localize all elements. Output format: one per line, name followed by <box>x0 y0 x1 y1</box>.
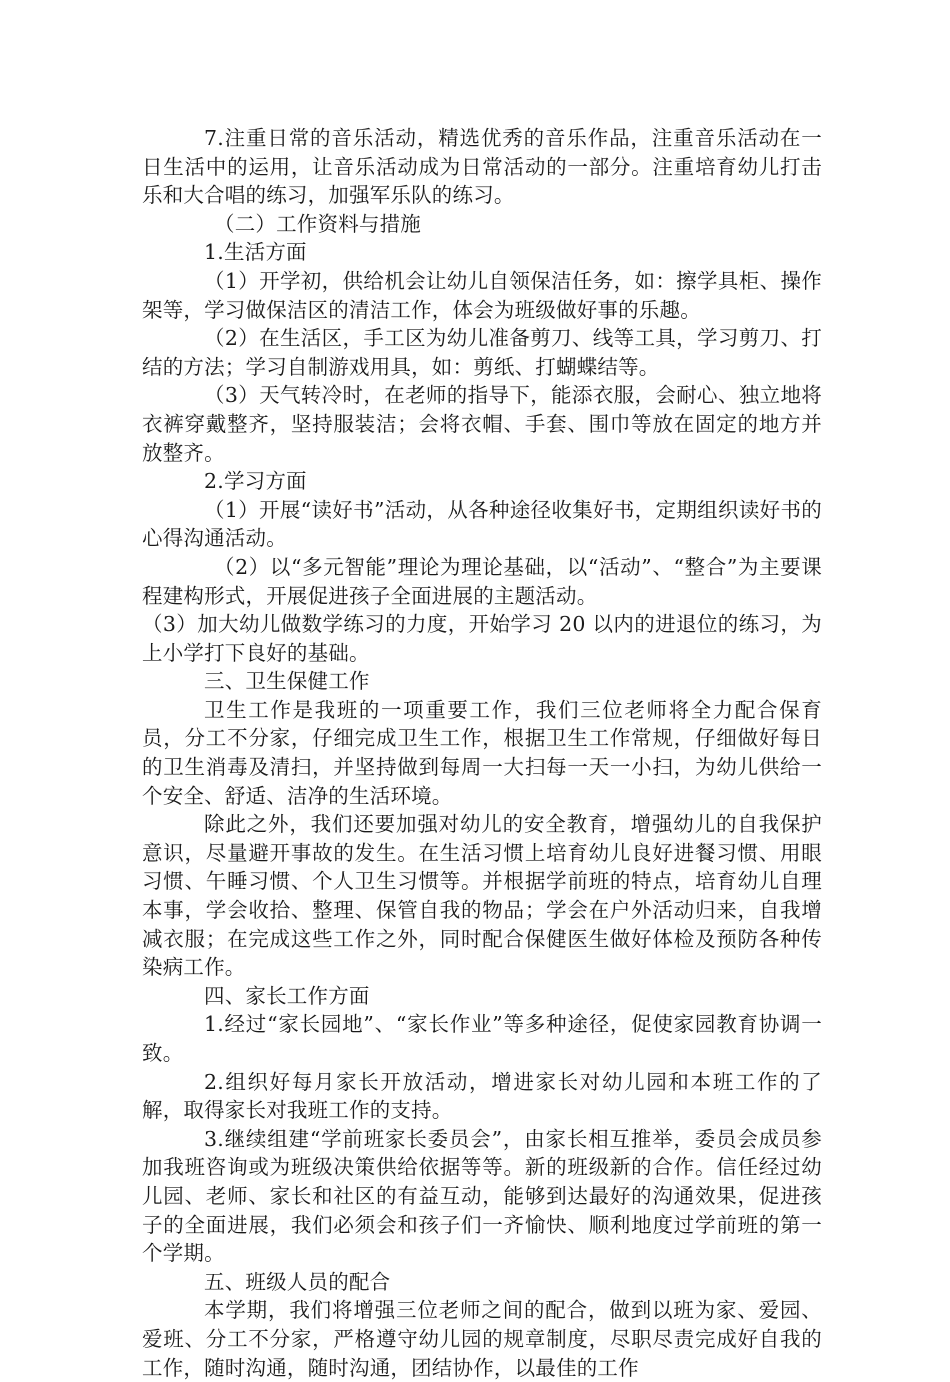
document-body <box>142 124 822 1382</box>
paragraph-health-1: 卫生工作是我班的一项重要工作，我们三位老师将全力配合保育员，分工不分家，仔细完成卫生工作，根据卫生工作常规，仔细做好每日的卫生消毒及清扫，并坚持做到每周一大扫每一天一小扫，为幼儿供给一个安全、舒适、洁净的生活环境。 <box>142 697 822 808</box>
heading-study-aspect: 2.学习方面 <box>204 469 307 494</box>
paragraph-study-3: （3）加大幼儿做数学练习的力度，开始学习 20 以内的进退位的练习，为上小学打下良好的基础。 <box>142 612 822 665</box>
paragraph-parent-2: 2.组织好每月家长开放活动，增进家长对幼儿园和本班工作的了解，取得家长对我班工作的支持。 <box>142 1069 822 1123</box>
paragraph-staff-cooperation: 本学期，我们将增强三位老师之间的配合，做到以班为家、爱园、爱班、分工不分家，严格遵守幼儿园的规章制度，尽职尽责完成好自我的工作，随时沟通，随时沟通，团结协作，以最佳的工作 <box>142 1298 822 1380</box>
paragraph-parent-3: 3.继续组建“学前班家长委员会”，由家长相互推举，委员会成员参加我班咨询或为班级决策供给依据等等。新的班级新的合作。信任经过幼儿园、老师、家长和社区的有益互动，能够到达最好的沟通效果，促进孩子的全面进展，我们必须会和孩子们一齐愉快、顺利地度过学前班的第一个学期。 <box>142 1126 822 1266</box>
paragraph-life-1: （1）开学初，供给机会让幼儿自领保洁任务，如：擦学具柜、操作架等，学习做保洁区的清洁工作，体会为班级做好事的乐趣。 <box>142 268 822 322</box>
paragraph-life-3: （3）天气转冷时，在老师的指导下，能添衣服，会耐心、独立地将衣裤穿戴整齐，坚持服装洁；会将衣帽、手套、围巾等放在固定的地方并放整齐。 <box>142 383 822 465</box>
paragraph-music-activities: 7.注重日常的音乐活动，精选优秀的音乐作品，注重音乐活动在一日生活中的运用，让音乐活动成为日常活动的一部分。注重培育幼儿打击乐和大合唱的练习，加强军乐队的练习。 <box>142 126 822 208</box>
heading-life-aspect: 1.生活方面 <box>204 240 307 265</box>
paragraph-parent-1: 1.经过“家长园地”、“家长作业”等多种途径，促使家园教育协调一致。 <box>142 1012 822 1065</box>
paragraph-life-2: （2）在生活区，手工区为幼儿准备剪刀、线等工具，学习剪刀、打结的方法；学习自制游戏用具，如：剪纸、打蝴蝶结等。 <box>142 326 822 379</box>
paragraph-study-2: （2）以“多元智能”理论为理论基础，以“活动”、“整合”为主要课程建构形式，开展促进孩子全面进展的主题活动。 <box>142 554 822 608</box>
heading-work-measures: （二）工作资料与措施 <box>214 211 421 236</box>
heading-staff-cooperation: 五、班级人员的配合 <box>204 1269 391 1294</box>
paragraph-study-1: （1）开展“读好书”活动，从各种途径收集好书，定期组织读好书的心得沟通活动。 <box>142 497 822 551</box>
paragraph-health-2: 除此之外，我们还要加强对幼儿的安全教育，增强幼儿的自我保护意识，尽量避开事故的发生。在生活习惯上培育幼儿良好进餐习惯、用眼习惯、午睡习惯、个人卫生习惯等。并根据学前班的特点，培育幼儿自理本事，学会收拾、整理、保管自我的物品；学会在户外活动归来，自我增减衣服；在完成这些工作之外，同时配合保健医生做好体检及预防各种传染病工作。 <box>142 812 822 980</box>
heading-parent-work: 四、家长工作方面 <box>204 983 370 1008</box>
heading-health-care: 三、卫生保健工作 <box>204 669 370 694</box>
